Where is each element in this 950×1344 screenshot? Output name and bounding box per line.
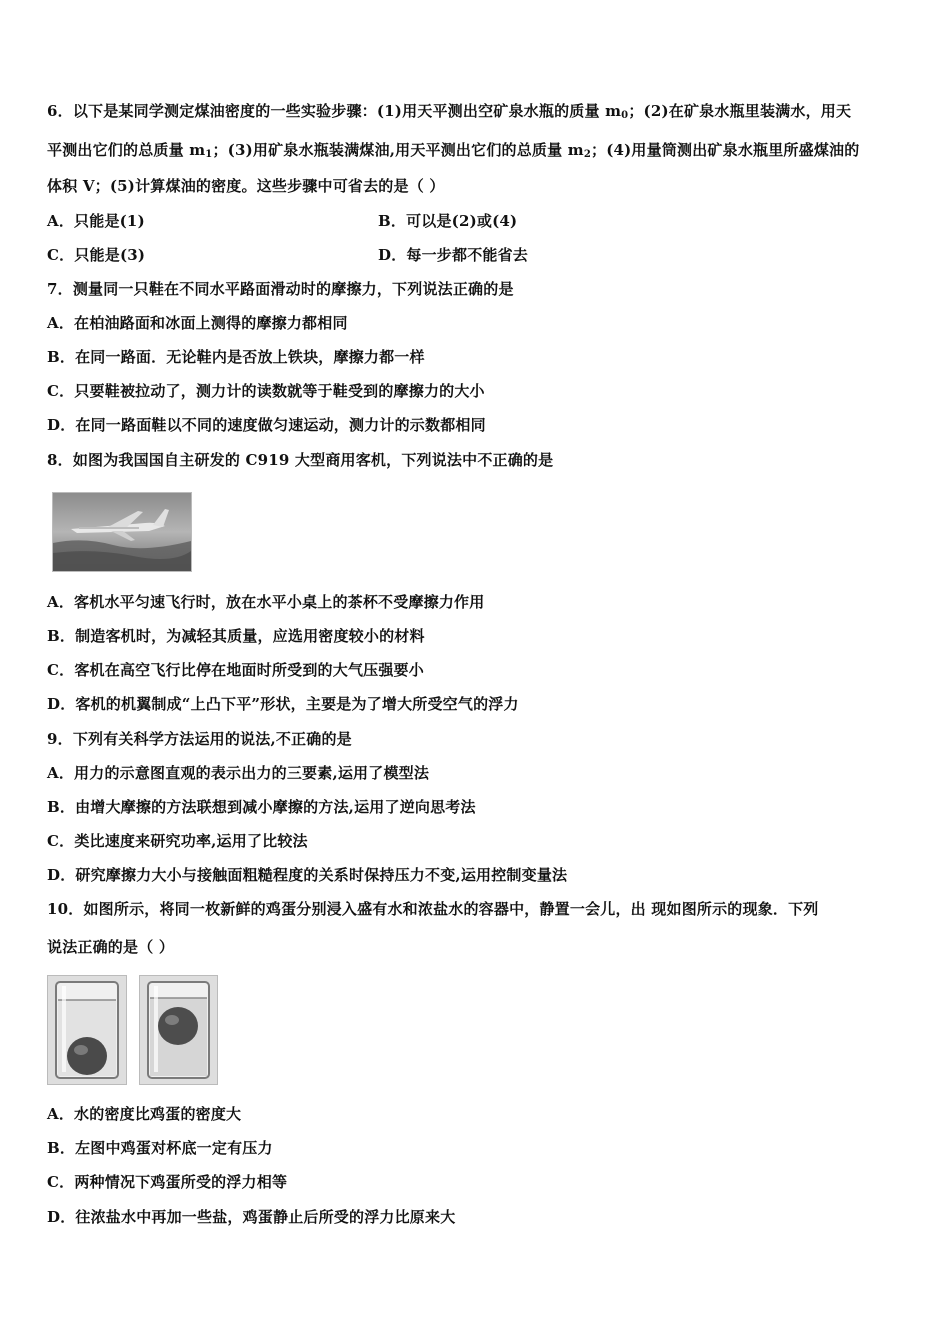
q6-options-row2 (47, 245, 907, 265)
q10-stem-line2: 说法正确的是（ ） (47, 938, 175, 956)
beaker-saltwater-photo (139, 975, 218, 1085)
q7-option-c: C．只要鞋被拉动了，测力计的读数就等于鞋受到的摩擦力的大小 (47, 382, 485, 400)
q9-option-b: B．由增大摩擦的方法联想到减小摩擦的方法,运用了逆向思考法 (47, 798, 476, 816)
aircraft-photo (52, 492, 192, 572)
q8-stem: 8．如图为我国国自主研发的 C919 大型商用客机，下列说法中不正确的是 (47, 451, 554, 469)
q8-option-c: C．客机在高空飞行比停在地面时所受到的大气压强要小 (47, 661, 424, 679)
q10-option-b: B．左图中鸡蛋对杯底一定有压力 (47, 1139, 273, 1157)
q6-options-row1 (47, 211, 907, 231)
q8-option-a: A．客机水平匀速飞行时，放在水平小桌上的茶杯不受摩擦力作用 (47, 593, 485, 611)
q6-stem-line3: 体积 V；(5)计算煤油的密度。这些步骤中可省去的是（ ） (47, 177, 445, 195)
q6-option-b: B．可以是(2)或(4) (378, 212, 518, 230)
q10-option-c: C．两种情况下鸡蛋所受的浮力相等 (47, 1173, 288, 1191)
q9-option-d: D．研究摩擦力大小与接触面粗糙程度的关系时保持压力不变,运用控制变量法 (47, 866, 568, 884)
q9-option-c: C．类比速度来研究功率,运用了比较法 (47, 832, 308, 850)
q8-option-d: D．客机的机翼制成“上凸下平”形状，主要是为了增大所受空气的浮力 (47, 695, 519, 713)
q8-option-b: B．制造客机时，为减轻其质量，应选用密度较小的材料 (47, 627, 425, 645)
q6-option-c: C．只能是(3) (47, 246, 146, 264)
q9-stem: 9．下列有关科学方法运用的说法,不正确的是 (47, 730, 352, 748)
q6-option-a: A．只能是(1) (47, 212, 145, 230)
q9-option-a: A．用力的示意图直观的表示出力的三要素,运用了模型法 (47, 764, 430, 782)
q7-option-a: A．在柏油路面和冰面上测得的摩擦力都相同 (47, 314, 348, 332)
q7-stem: 7．测量同一只鞋在不同水平路面滑动时的摩擦力，下列说法正确的是 (47, 280, 514, 298)
q10-option-a: A．水的密度比鸡蛋的密度大 (47, 1105, 242, 1123)
q10-option-d: D．往浓盐水中再加一些盐，鸡蛋静止后所受的浮力比原来大 (47, 1208, 456, 1226)
q10-stem-line1: 10．如图所示，将同一枚新鲜的鸡蛋分别浸入盛有水和浓盐水的容器中，静置一会儿，出 现如图所示的现象．下列 (47, 900, 819, 918)
q6-stem-line2: 平测出它们的总质量 $m_1$；(3)用矿泉水瓶装满煤油,用天平测出它们的总质量 $m_2$；(4)用量筒测出矿泉水瓶里所盛煤油的 (47, 141, 860, 160)
beaker-water-photo (47, 975, 127, 1085)
q7-option-b: B．在同一路面．无论鞋内是否放上铁块，摩擦力都一样 (47, 348, 425, 366)
q7-option-d: D．在同一路面鞋以不同的速度做匀速运动，测力计的示数都相同 (47, 416, 486, 434)
q6-stem-line1: 6．以下是某同学测定煤油密度的一些实验步骤：(1)用天平测出空矿泉水瓶的质量 $m_0$；(2)在矿泉水瓶里装满水，用天 (47, 102, 852, 121)
q6-option-d: D．每一步都不能省去 (378, 246, 529, 264)
